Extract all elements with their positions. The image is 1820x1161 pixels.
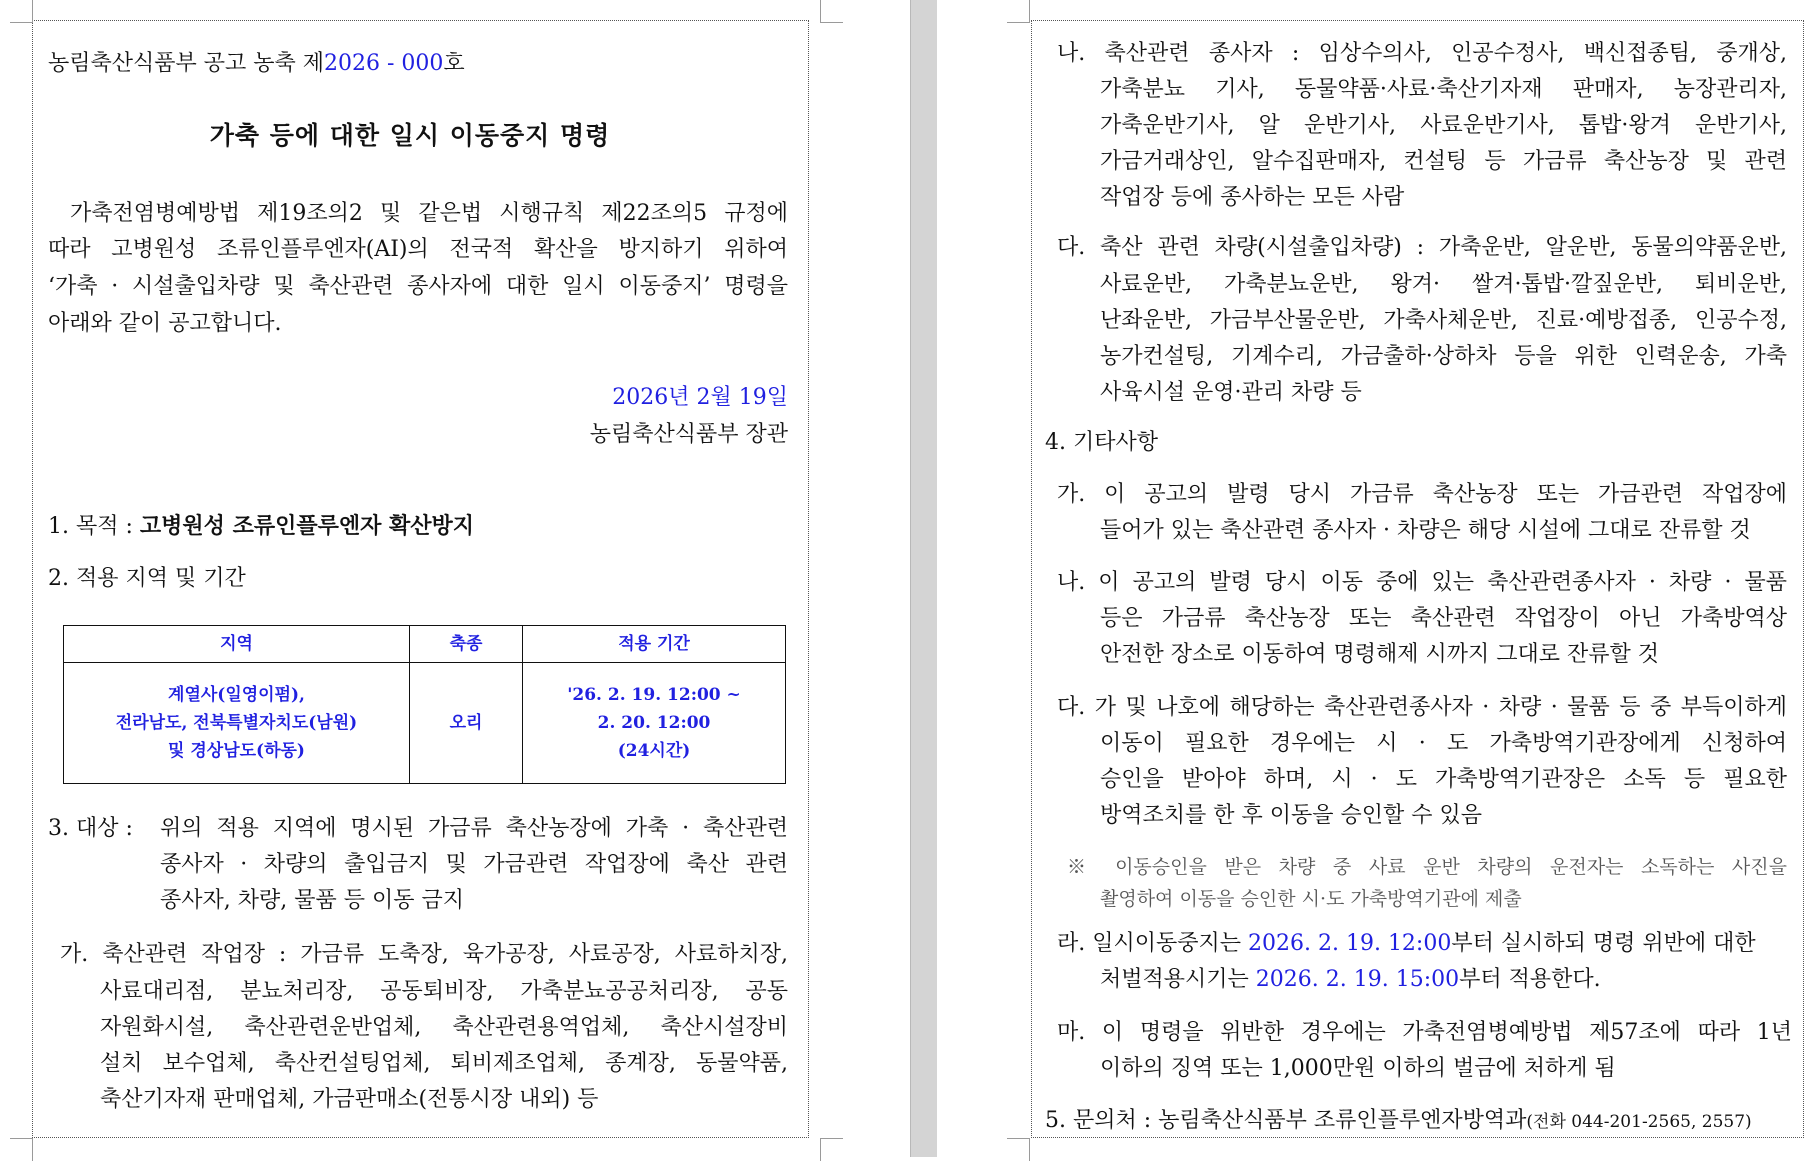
notice-date: 2026년 2월 19일 xyxy=(612,385,788,410)
section-2-heading: 2. 적용 지역 및 기간 xyxy=(48,566,246,591)
document-title: 가축 등에 대한 일시 이동중지 명령 xyxy=(209,121,611,150)
item-da-line-4: 농가컨설팅, 기계수리, 가금출하·상하차 등을 위한 인력운송, 가축 xyxy=(1100,344,1787,369)
crop-mark xyxy=(10,0,33,23)
section-3-line-3: 종사자, 차량, 물품 등 이동 금지 xyxy=(160,888,464,913)
item-ga-line-5: 축산기자재 판매업체, 가금판매소(전통시장 내외) 등 xyxy=(100,1087,599,1112)
section-4-note-line-1: ※ 이동승인을 받은 차량 중 사료 운반 차량의 운전자는 소독하는 사진을 xyxy=(1067,856,1787,878)
item-na-line-5: 작업장 등에 종사하는 모든 사람 xyxy=(1100,185,1405,210)
section-4-ra-line-2: 처벌적용시기는 2026. 2. 19. 15:00부터 적용한다. xyxy=(1100,967,1601,992)
notice-number: 농림축산식품부 공고 농축 제2026 - 000호 xyxy=(48,51,465,76)
table-cell-region: 계열사(일영이펌), 전라남도, 전북특별자치도(남원) 및 경상남도(하동) xyxy=(64,663,410,784)
item-na-line-3: 가축운반기사, 알 운반기사, 사료운반기사, 톱밥·왕겨 운반기사, xyxy=(1100,113,1787,138)
section-3-line-2: 종사자 · 차량의 출입금지 및 가금관련 작업장에 축산 관련 xyxy=(160,852,788,877)
section-4-da-line-1: 다. 가 및 나호에 해당하는 축산관련종사자 · 차량 · 물품 등 중 부득이하게 xyxy=(1057,695,1787,720)
table-row xyxy=(64,663,786,784)
section-3-label: 3. 대상 : xyxy=(48,816,133,841)
item-na-line-4: 가금거래상인, 알수집판매자, 컨설팅 등 가금류 축산농장 및 관련 xyxy=(1100,149,1787,174)
item-na-line-2: 가축분뇨 기사, 동물약품·사료·축산기자재 판매자, 농장관리자, xyxy=(1100,77,1787,102)
item-ga-line-1: 가. 축산관련 작업장 : 가금류 도축장, 육가공장, 사료공장, 사료하치장, xyxy=(60,942,788,967)
crop-mark xyxy=(820,1138,843,1161)
section-4-note-line-2: 촬영하여 이동을 승인한 시·도 가축방역기관에 제출 xyxy=(1100,888,1522,910)
section-4-heading: 4. 기타사항 xyxy=(1045,430,1158,455)
section-4-ma-line-2: 이하의 징역 또는 1,000만원 이하의 벌금에 처하게 됨 xyxy=(1100,1056,1616,1081)
section-3-line-1: 위의 적용 지역에 명시된 가금류 축산농장에 가축 · 축산관련 xyxy=(160,816,788,841)
section-4-na-line-2: 등은 가금류 축산농장 또는 축산관련 작업장이 아닌 가축방역상 xyxy=(1100,606,1787,631)
section-4-da-line-2: 이동이 필요한 경우에는 시 · 도 가축방역기관장에게 신청하여 xyxy=(1100,731,1787,756)
item-ga-line-4: 설치 보수업체, 축산컨설팅업체, 퇴비제조업체, 종계장, 동물약품, xyxy=(100,1051,788,1076)
intro-line-4: 아래와 같이 공고합니다. xyxy=(48,311,282,336)
section-5-contact: 5. 문의처 : 농림축산식품부 조류인플루엔자방역과(전화 044-201-2565, 2557) xyxy=(1045,1108,1752,1133)
intro-line-1: 가축전염병예방법 제19조의2 및 같은법 시행규칙 제22조의5 규정에 xyxy=(70,201,788,226)
intro-line-2: 따라 고병원성 조류인플루엔자(AI)의 전국적 확산을 방지하기 위하여 xyxy=(48,237,788,262)
crop-mark xyxy=(1007,1138,1030,1161)
page-gutter xyxy=(910,0,938,1157)
section-4-ra-line-1: 라. 일시이동중지는 2026. 2. 19. 12:00부터 실시하되 명령 위반에 대한 xyxy=(1057,931,1756,956)
section-4-ga-line-2: 들어가 있는 축산관련 종사자 · 차량은 해당 시설에 그대로 잔류할 것 xyxy=(1100,518,1751,543)
intro-line-3: ‘가축 · 시설출입차량 및 축산관련 종사자에 대한 일시 이동중지’ 명령을 xyxy=(48,274,788,299)
section-4-da-line-3: 승인을 받아야 하며, 시 · 도 가축방역기관장은 소독 등 필요한 xyxy=(1100,767,1787,792)
item-na-line-1: 나. 축산관련 종사자 : 임상수의사, 인공수정사, 백신접종팀, 중개상, xyxy=(1057,41,1787,66)
item-ga-line-2: 사료대리점, 분뇨처리장, 공동퇴비장, 가축분뇨공공처리장, 공동 xyxy=(100,979,788,1004)
section-4-ma-line-1: 마. 이 명령을 위반한 경우에는 가축전염병예방법 제57조에 따라 1년 xyxy=(1057,1020,1792,1045)
item-da-line-1: 다. 축산 관련 차량(시설출입차량) : 가축운반, 알운반, 동물의약품운반, xyxy=(1057,235,1787,260)
document-page-left xyxy=(0,0,910,1157)
section-4-na-line-3: 안전한 장소로 이동하여 명령해제 시까지 그대로 잔류할 것 xyxy=(1100,642,1660,667)
table-header-row xyxy=(64,626,786,663)
section-4-na-line-1: 나. 이 공고의 발령 당시 이동 중에 있는 축산관련종사자 · 차량 · 물품 xyxy=(1057,570,1787,595)
item-ga-line-3: 자원화시설, 축산관련운반업체, 축산관련용역업체, 축산시설장비 xyxy=(100,1015,788,1040)
table-cell-period: '26. 2. 19. 12:00 ~ 2. 20. 12:00 (24시간) xyxy=(523,663,786,784)
crop-mark xyxy=(1007,0,1030,23)
notice-issuer: 농림축산식품부 장관 xyxy=(589,422,788,447)
section-4-ga-line-1: 가. 이 공고의 발령 당시 가금류 축산농장 또는 가금관련 작업장에 xyxy=(1057,482,1787,507)
table-cell-species: 오리 xyxy=(410,663,523,784)
item-da-line-2: 사료운반, 가축분뇨운반, 왕겨· 쌀겨·톱밥·깔짚운반, 퇴비운반, xyxy=(1100,272,1787,297)
crop-mark xyxy=(820,0,843,23)
table-header-region: 지역 xyxy=(64,626,410,663)
section-4-da-line-4: 방역조치를 한 후 이동을 승인할 수 있음 xyxy=(1100,803,1482,828)
section-1: 1. 목적 : 고병원성 조류인플루엔자 확산방지 xyxy=(48,513,475,539)
document-page-right xyxy=(937,0,1820,1157)
region-table xyxy=(63,625,786,784)
item-da-line-5: 사육시설 운영·관리 차량 등 xyxy=(1100,380,1362,405)
table-header-period: 적용 기간 xyxy=(523,626,786,663)
item-da-line-3: 난좌운반, 가금부산물운반, 가축사체운반, 진료·예방접종, 인공수정, xyxy=(1100,308,1787,333)
crop-mark xyxy=(10,1138,33,1161)
table-header-species: 축종 xyxy=(410,626,523,663)
